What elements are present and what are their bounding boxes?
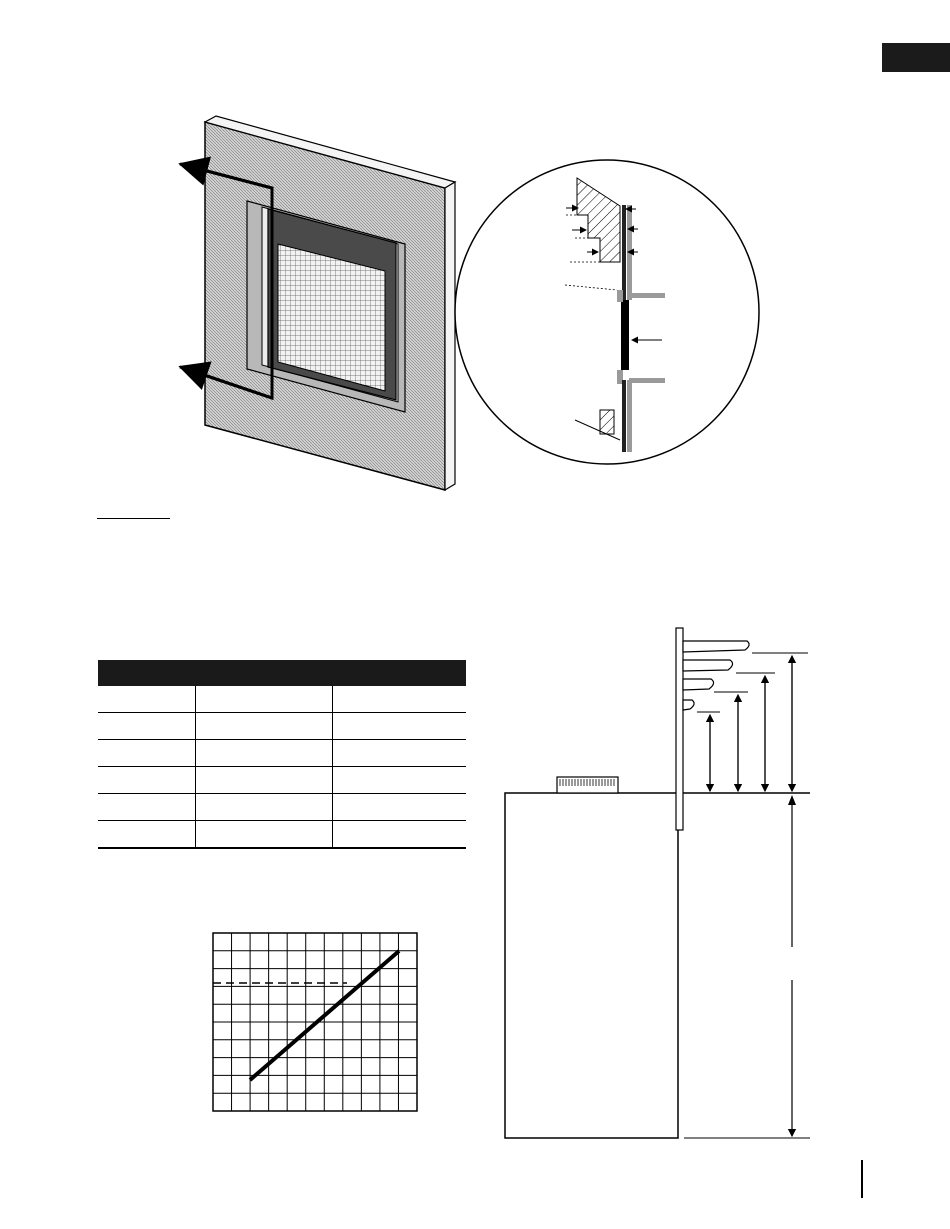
table-cell [195, 767, 332, 794]
table-cell [98, 821, 195, 849]
figure-caption-underline [97, 518, 170, 519]
wall-side-edge [445, 182, 455, 490]
table-cell [98, 713, 195, 740]
table-cell [332, 821, 466, 849]
clearance-graph [213, 933, 417, 1111]
table-cell [195, 713, 332, 740]
wall-installation-figure [180, 116, 455, 490]
table-header-cell [98, 660, 195, 686]
table-cell [98, 794, 195, 821]
table-header-cell [332, 660, 466, 686]
table-cell [195, 740, 332, 767]
table-row [98, 686, 466, 713]
table-cell [195, 794, 332, 821]
table-cell [332, 740, 466, 767]
table-cell [332, 767, 466, 794]
table-cell [332, 794, 466, 821]
table-row [98, 821, 466, 849]
table-row [98, 767, 466, 794]
table-cell [98, 740, 195, 767]
clearance-table [98, 660, 466, 849]
table-cell [195, 821, 332, 849]
table-cell [98, 686, 195, 713]
table-row [98, 794, 466, 821]
mantel-elevation-figure [505, 628, 810, 1138]
appliance-body [505, 793, 678, 1138]
table-header-row [98, 660, 466, 686]
table-cell [332, 713, 466, 740]
page-number-rule [861, 1160, 863, 1198]
detail-circle-figure [455, 160, 759, 464]
table-row [98, 740, 466, 767]
table-cell [195, 686, 332, 713]
table-header-cell [195, 660, 332, 686]
table-row [98, 713, 466, 740]
table-cell [98, 767, 195, 794]
table-cell [332, 686, 466, 713]
wall-surface [676, 628, 683, 830]
